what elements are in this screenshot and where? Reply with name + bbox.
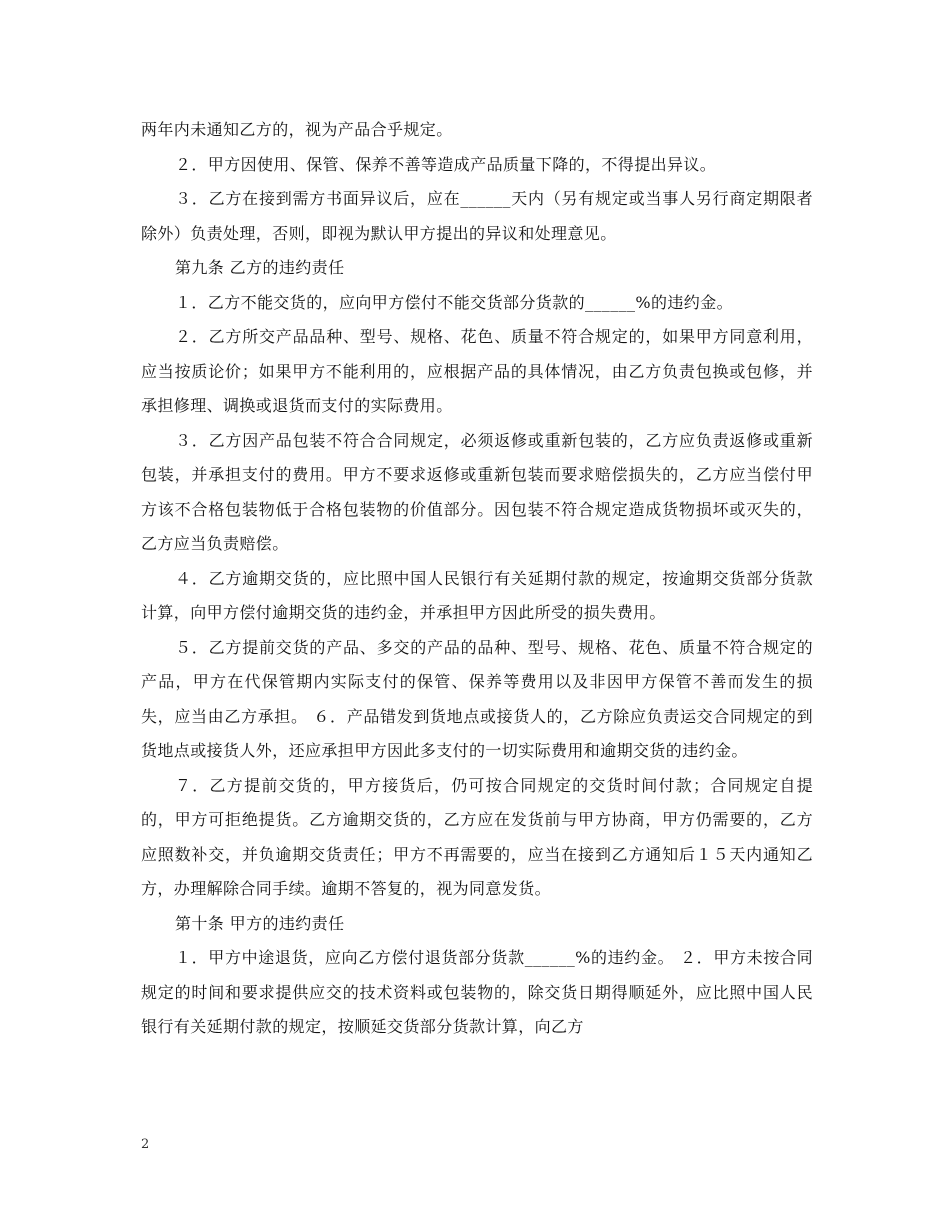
heading-article-9: 第九条 乙方的违约责任: [175, 258, 345, 277]
paragraph-clause-8-2: ２．甲方因使用、保管、保养不善等造成产品质量下降的，不得提出异议。: [175, 154, 717, 174]
paragraph-clause-9-4: ４．乙方逾期交货的，应比照中国人民银行有关延期付款的规定，按逾期交货部分货款计算，向甲方偿付逾期交货的违约金，并承担甲方因此所受的损失费用。: [141, 568, 813, 622]
paragraph-clause-9-5-6: ５．乙方提前交货的产品、多交的产品的品种、型号、规格、花色、质量不符合规定的产品，甲方在代保管期内实际支付的保管、保养等费用以及非因甲方保管不善而发生的损失，应当由乙方承担。 ６．产品错发到货地点或接货人的，乙方除应负责运交合同规定的到货地点或接货人外，还应承担甲方因此多支付的一切实际费用和逾期交货的违约金。: [141, 637, 813, 760]
page-number: 2: [141, 1137, 150, 1152]
paragraph-clause-8-3: ３．乙方在接到需方书面异议后，应在______天内（另有规定或当事人另行商定期限者除外）负责处理，否则，即视为默认甲方提出的异议和处理意见。: [141, 189, 813, 243]
paragraph-clause-10-1-2: １．甲方中途退货，应向乙方偿付退货部分货款______%的违约金。 ２．甲方未按合同规定的时间和要求提供应交的技术资料或包装物的，除交货日期得顺延外，应比照中国人民银行有关延期付款的规定，按顺延交货部分货款计算，向乙方: [141, 948, 813, 1036]
heading-article-10: 第十条 甲方的违约责任: [175, 913, 345, 933]
paragraph-clause-9-2: ２．乙方所交产品品种、型号、规格、花色、质量不符合规定的，如果甲方同意利用，应当按质论价；如果甲方不能利用的，应根据产品的具体情况，由乙方负责包换或包修，并承担修理、调换或退货而支付的实际费用。: [141, 327, 813, 415]
paragraph-clause-9-1: １．乙方不能交货的，应向甲方偿付不能交货部分货款的______%的违约金。: [175, 292, 734, 312]
paragraph-clause-9-3: ３．乙方因产品包装不符合合同规定，必须返修或重新包装的，乙方应负责返修或重新包装，并承担支付的费用。甲方不要求返修或重新包装而要求赔偿损失的，乙方应当偿付甲方该不合格包装物低于合格包装物的价值部分。因包装不符合规定造成货物损坏或灭失的，乙方应当负责赔偿。: [141, 430, 813, 553]
paragraph-clause-9-7: ７．乙方提前交货的，甲方接货后，仍可按合同规定的交货时间付款；合同规定自提的，甲方可拒绝提货。乙方逾期交货的，乙方应在发货前与甲方协商，甲方仍需要的，乙方应照数补交，并负逾期交货责任；甲方不再需要的，应当在接到乙方通知后１５天内通知乙方，办理解除合同手续。逾期不答复的，视为同意发货。: [141, 775, 813, 898]
paragraph-continuation: 两年内未通知乙方的，视为产品合乎规定。: [141, 120, 453, 139]
contract-body: [141, 113, 813, 1045]
